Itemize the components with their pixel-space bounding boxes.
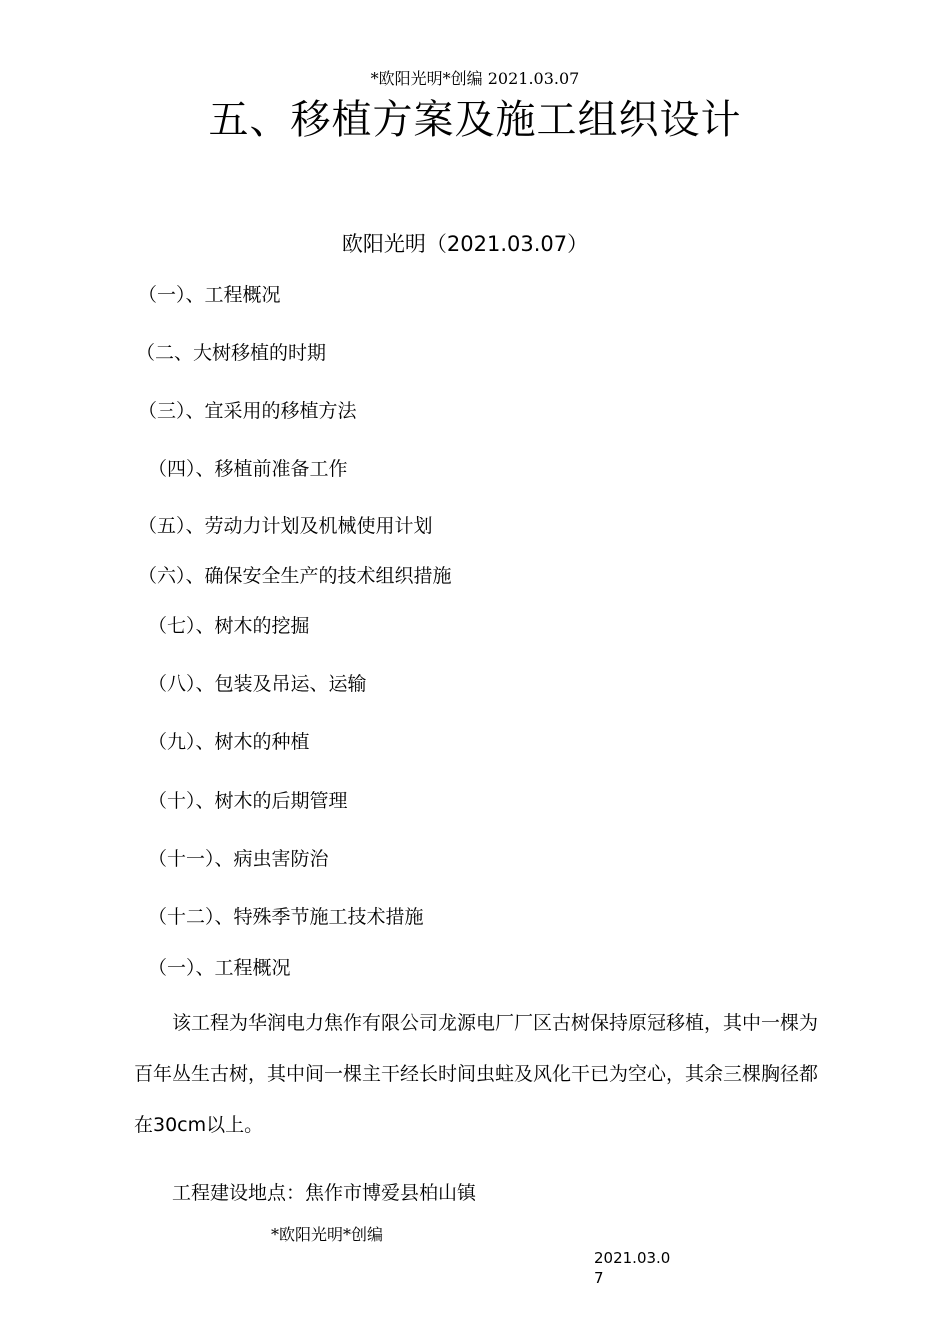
toc-item-12: （十二）、特殊季节施工技术措施 — [148, 906, 424, 928]
section-heading: （一）、工程概况 — [148, 957, 291, 979]
toc-item-11: （十一）、病虫害防治 — [148, 848, 329, 870]
toc-item-7: （七）、树木的挖掘 — [148, 615, 310, 637]
toc-item-3: （三）、宜采用的移植方法 — [138, 400, 357, 422]
toc-item-5: （五）、劳动力计划及机械使用计划 — [138, 515, 433, 537]
site-line: 工程建设地点：焦作市博爱县柏山镇 — [172, 1182, 477, 1204]
toc-item-10: （十）、树木的后期管理 — [148, 790, 348, 812]
footer-note: *欧阳光明*创编 — [271, 1225, 384, 1244]
footer-date: 2021.03.07 — [594, 1249, 671, 1287]
author-line: 欧阳光明（2021.03.07） — [341, 232, 589, 256]
toc-item-6: （六）、确保安全生产的技术组织措施 — [138, 565, 452, 587]
toc-item-2: （二、大树移植的时期 — [136, 342, 327, 364]
toc-item-1: （一）、工程概况 — [138, 284, 281, 306]
header-note: *欧阳光明*创编 2021.03.07 — [370, 69, 580, 88]
toc-item-9: （九）、树木的种植 — [148, 731, 310, 753]
toc-item-4: （四）、移植前准备工作 — [148, 458, 348, 480]
body-paragraph: 该工程为华润电力焦作有限公司龙源电厂厂区古树保持原冠移植，其中一棵为百年丛生古树，其中间一棵主干经长时间虫蛀及风化干已为空心，其余三棵胸径都在30cm以上。 — [134, 1012, 819, 1136]
document-title: 五、移植方案及施工组织设计 — [208, 97, 742, 143]
toc-item-8: （八）、包装及吊运、运输 — [148, 673, 367, 695]
